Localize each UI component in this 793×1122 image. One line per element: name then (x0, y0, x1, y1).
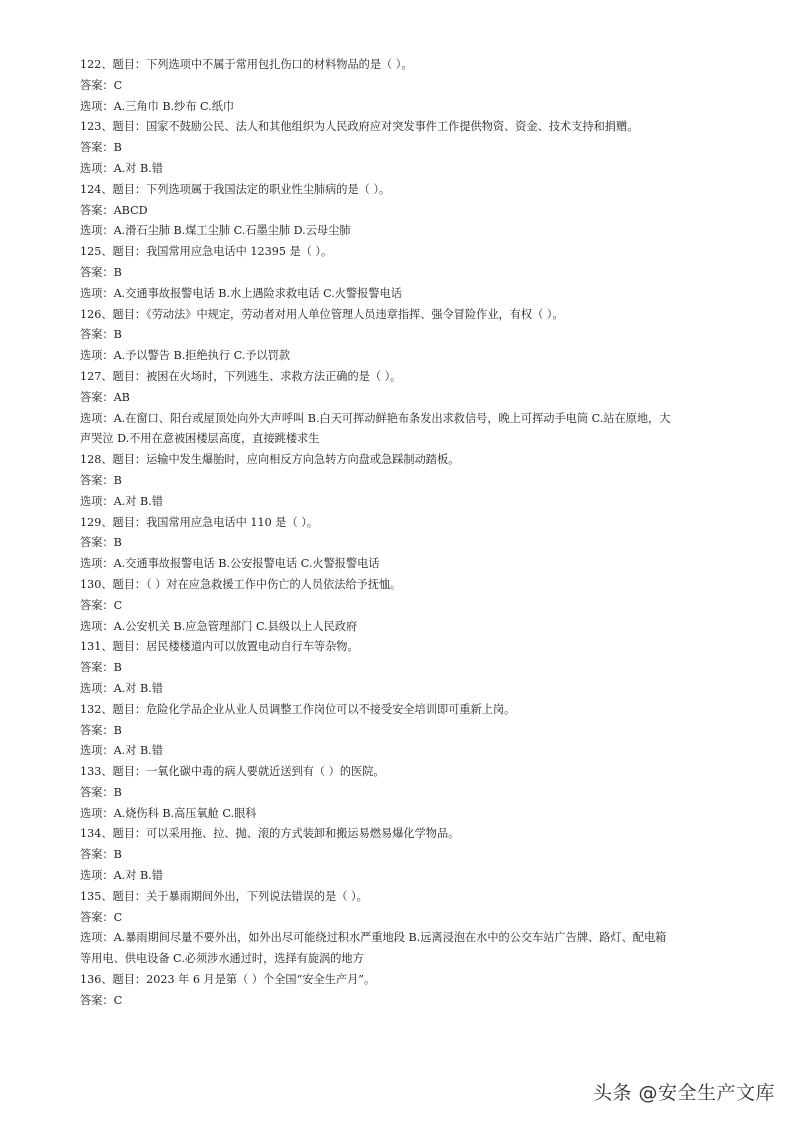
text-line: 135、题目：关于暴雨期间外出，下列说法错误的是（ ）。 (80, 889, 368, 903)
text-line: 选项：A.对 B.错 (80, 494, 163, 508)
text-line: 选项：A.对 B.错 (80, 744, 163, 758)
text-line: 126、题目：《劳动法》中规定，劳动者对用人单位管理人员违章指挥、强令冒险作业，有权（ ）。 (80, 307, 564, 321)
text-line: 答案：B (80, 473, 122, 487)
text-line: 122、题目：下列选项中不属于常用包扎伤口的材料物品的是（ ）。 (80, 58, 413, 71)
text-line: 答案：C (80, 993, 123, 1007)
text-line: 等用电、供电设备 C.必须涉水通过时，选择有旋涡的地方 (80, 952, 364, 966)
text-line: 129、题目：我国常用应急电话中 110 是（ ）。 (80, 515, 318, 529)
text-line: 132、题目：危险化学品企业从业人员调整工作岗位可以不接受安全培训即可重新上岗。 (80, 702, 516, 716)
text-line: 答案：C (80, 78, 123, 92)
text-line: 127、题目：被困在火场时，下列逃生、求救方法正确的是（ ）。 (80, 369, 402, 383)
text-line: 答案：C (80, 910, 123, 924)
text-line: 134、题目：可以采用拖、拉、抛、滚的方式装卸和搬运易燃易爆化学物品。 (80, 827, 460, 841)
text-line: 128、题目：运输中发生爆胎时，应向相反方向急转方向盘或急踩制动踏板。 (80, 453, 460, 467)
text-line: 选项：A.在窗口、阳台或屋顶处向外大声呼叫 B.白天可挥动鲜艳布条发出求救信号，晚上可挥动手电筒 C.站在原地，大 (80, 411, 671, 425)
text-line: 125、题目：我国常用应急电话中 12395 是（ ）。 (80, 245, 333, 259)
text-line: 选项：A.对 B.错 (80, 869, 163, 883)
text-line: 选项：A.公安机关 B.应急管理部门 C.县级以上人民政府 (80, 619, 358, 633)
text-line: 答案：C (80, 598, 123, 612)
text-line: 选项：A.对 B.错 (80, 161, 163, 175)
text-line: 答案：B (80, 328, 122, 342)
text-line: 124、题目：下列选项属于我国法定的职业性尘肺病的是（ ）。 (80, 182, 391, 196)
watermark-text: 头条 @安全生产文库 (592, 1082, 775, 1104)
text-line: 选项：A.滑石尘肺 B.煤工尘肺 C.石墨尘肺 D.云母尘肺 (80, 224, 351, 238)
text-line: 答案：B (80, 848, 122, 862)
text-line: 133、题目：一氧化碳中毒的病人要就近送到有（ ）的医院。 (80, 765, 385, 779)
text-line: 选项：A.对 B.错 (80, 681, 163, 695)
text-line: 答案：B (80, 661, 122, 675)
text-line: 选项：A.烧伤科 B.高压氧舱 C.眼科 (80, 806, 257, 820)
text-line: 选项：A.暴雨期间尽量不要外出，如外出尽可能绕过积水严重地段 B.远离浸泡在水中的公交车站广告牌、路灯、配电箱 (80, 931, 667, 945)
text-line: 答案：ABCD (80, 203, 148, 217)
text-line: 131、题目：居民楼楼道内可以放置电动自行车等杂物。 (80, 640, 359, 654)
text-line: 答案：B (80, 536, 122, 550)
text-line: 选项：A.予以警告 B.拒绝执行 C.予以罚款 (80, 349, 291, 363)
text-line: 130、题目：（ ）对在应急救援工作中伤亡的人员依法给予抚恤。 (80, 577, 402, 591)
text-line: 选项：A.三角巾 B.纱布 C.纸巾 (80, 99, 235, 113)
text-line: 答案：AB (80, 390, 130, 404)
text-line: 选项：A.交通事故报警电话 B.公安报警电话 C.火警报警电话 (80, 557, 380, 571)
text-line: 选项：A.交通事故报警电话 B.水上遇险求救电话 C.火警报警电话 (80, 286, 402, 300)
text-line: 答案：B (80, 723, 122, 737)
text-line: 答案：B (80, 265, 122, 279)
document-body (80, 55, 720, 1012)
text-line: 答案：B (80, 141, 122, 155)
text-line: 123、题目：国家不鼓励公民、法人和其他组织为人民政府应对突发事件工作提供物资、资金、技术支持和捐赠。 (80, 120, 639, 134)
text-line: 答案：B (80, 785, 122, 799)
text-line: 136、题目：2023 年 6 月是第（ ）个全国“安全生产月”。 (80, 973, 376, 987)
text-line: 声哭泣 D.不用在意被困楼层高度，直接跳楼求生 (80, 432, 320, 446)
